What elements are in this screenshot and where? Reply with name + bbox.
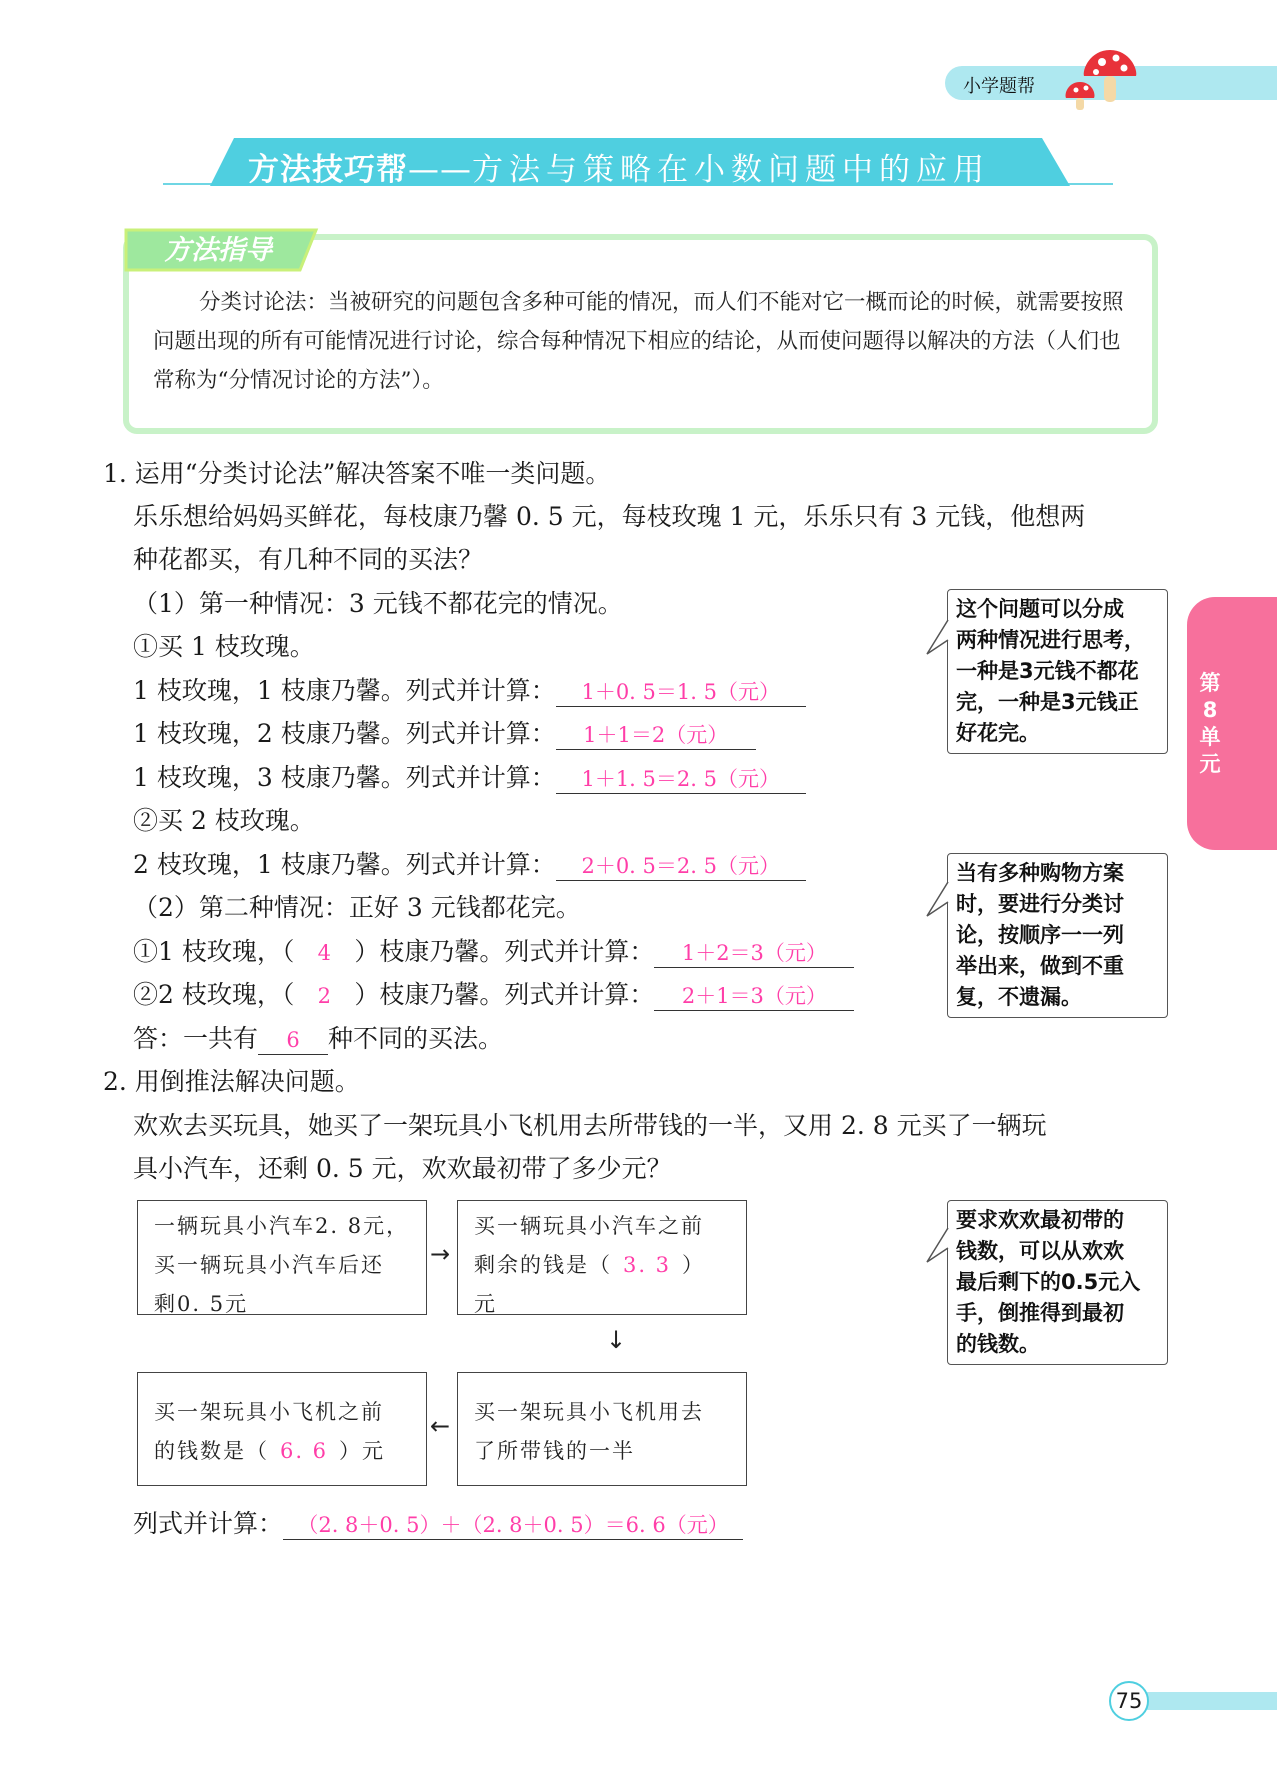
- unit-side-tab-label: 第8单元: [1199, 671, 1221, 776]
- section-title-banner: [210, 138, 1070, 186]
- q2-title: 2. 用倒推法解决问题。: [103, 1067, 360, 1096]
- q1-row3: 1 枝玫瑰，3 枝康乃馨。列式并计算： 1＋1. 5＝2. 5（元）: [133, 758, 806, 794]
- q1-row2: 1 枝玫瑰，2 枝康乃馨。列式并计算： 1＋1＝2（元）: [133, 714, 756, 750]
- flow-box-plane: 买一架玩具小飞机用去 了所带钱的一半: [457, 1372, 747, 1486]
- flow-box-before-plane: 买一架玩具小飞机之前 的钱数是（ 6. 6 ）元: [137, 1372, 427, 1486]
- q1-case2: （2）第二种情况：正好 3 元钱都花完。: [133, 893, 581, 922]
- q2-calc: 列式并计算： （2. 8＋0. 5）＋（2. 8＋0. 5）＝6. 6（元）: [133, 1504, 743, 1540]
- flow-box-before-plane-fill: 6. 6: [279, 1439, 329, 1463]
- q1-stem-line2: 种花都买，有几种不同的买法？: [133, 545, 484, 574]
- q1-row6-fill: 2: [317, 984, 332, 1008]
- q1-row5-fill: 4: [317, 941, 332, 965]
- tip-box-1: 这个问题可以分成 两种情况进行思考， 一种是3元钱不都花 完，一种是3元钱正 好花完。: [947, 589, 1168, 754]
- mushroom-icon: [1060, 42, 1150, 112]
- flow-box-before-car: 买一辆玩具小汽车之前 剩余的钱是（ 3. 3 ） 元: [457, 1200, 747, 1315]
- q1-stem-line1: 乐乐想给妈妈买鲜花，每枝康乃馨 0. 5 元，每枝玫瑰 1 元，乐乐只有 3 元钱，他想两: [133, 502, 1086, 531]
- arrow-right-icon: →: [430, 1240, 451, 1268]
- arrow-down-icon: ↓: [606, 1326, 627, 1354]
- tip-box-2: 当有多种购物方案 时，要进行分类讨 论，按顺序一一列 举出来，做到不重 复，不遗漏。: [947, 853, 1168, 1018]
- tip-box-2-pointer: [925, 882, 951, 922]
- q1-row1: 1 枝玫瑰，1 枝康乃馨。列式并计算： 1＋0. 5＝1. 5（元）: [133, 671, 806, 707]
- q1-sub1: ①买 1 枝玫瑰。: [133, 632, 315, 661]
- section-title: 方法技巧帮——方法与策略在小数问题中的应用: [248, 152, 990, 188]
- page-number: 75: [1109, 1681, 1149, 1721]
- arrow-left-icon: ←: [430, 1412, 451, 1440]
- q1-answer: 答：一共有 6 种不同的买法。: [133, 1024, 504, 1053]
- q1-row5: ①1 枝玫瑰，（ 4 ）枝康乃馨。列式并计算： 1＋2＝3（元）: [133, 932, 854, 968]
- tip-box-3-pointer: [925, 1228, 951, 1268]
- header-label: 小学题帮: [963, 76, 1035, 97]
- q1-row5-answer: 1＋2＝3（元）: [654, 939, 854, 968]
- q1-row2-answer: 1＋1＝2（元）: [556, 721, 756, 750]
- q2-stem-line1: 欢欢去买玩具，她买了一架玩具小飞机用去所带钱的一半，又用 2. 8 元买了一辆玩: [133, 1111, 1047, 1140]
- tip-box-3: 要求欢欢最初带的 钱数，可以从欢欢 最后剩下的0.5元入 手，倒推得到最初 的钱数。: [947, 1200, 1168, 1365]
- page-number-bar: [1147, 1692, 1277, 1710]
- flow-box-car: 一辆玩具小汽车2. 8元， 买一辆玩具小汽车后还 剩0. 5元: [137, 1200, 427, 1315]
- q2-calc-answer: （2. 8＋0. 5）＋（2. 8＋0. 5）＝6. 6（元）: [283, 1511, 743, 1540]
- method-guide-title: 方法指导: [164, 235, 272, 266]
- q1-answer-fill: 6: [258, 1026, 328, 1055]
- q1-row4-answer: 2＋0. 5＝2. 5（元）: [556, 852, 806, 881]
- q1-row4: 2 枝玫瑰，1 枝康乃馨。列式并计算： 2＋0. 5＝2. 5（元）: [133, 845, 806, 881]
- q1-case1: （1）第一种情况：3 元钱不都花完的情况。: [133, 589, 623, 618]
- q1-row6: ②2 枝玫瑰，（ 2 ）枝康乃馨。列式并计算： 2＋1＝3（元）: [133, 975, 854, 1011]
- q1-sub2: ②买 2 枝玫瑰。: [133, 806, 315, 835]
- q1-row3-answer: 1＋1. 5＝2. 5（元）: [556, 765, 806, 794]
- tip-box-1-pointer: [925, 620, 951, 660]
- q1-title: 1. 运用“分类讨论法”解决答案不唯一类问题。: [103, 459, 611, 488]
- method-guide-text: 分类讨论法：当被研究的问题包含多种可能的情况，而人们不能对它一概而论的时候，就需要按照问题出现的所有可能情况进行讨论，综合每种情况下相应的结论，从而使问题得以解决的方法（人们也常称为“分情况讨论的方法”）。: [153, 290, 1124, 393]
- q2-stem-line2: 具小汽车，还剩 0. 5 元，欢欢最初带了多少元？: [133, 1154, 672, 1183]
- flow-box-before-car-fill: 3. 3: [622, 1253, 672, 1277]
- q1-row6-answer: 2＋1＝3（元）: [654, 982, 854, 1011]
- q1-row1-answer: 1＋0. 5＝1. 5（元）: [556, 678, 806, 707]
